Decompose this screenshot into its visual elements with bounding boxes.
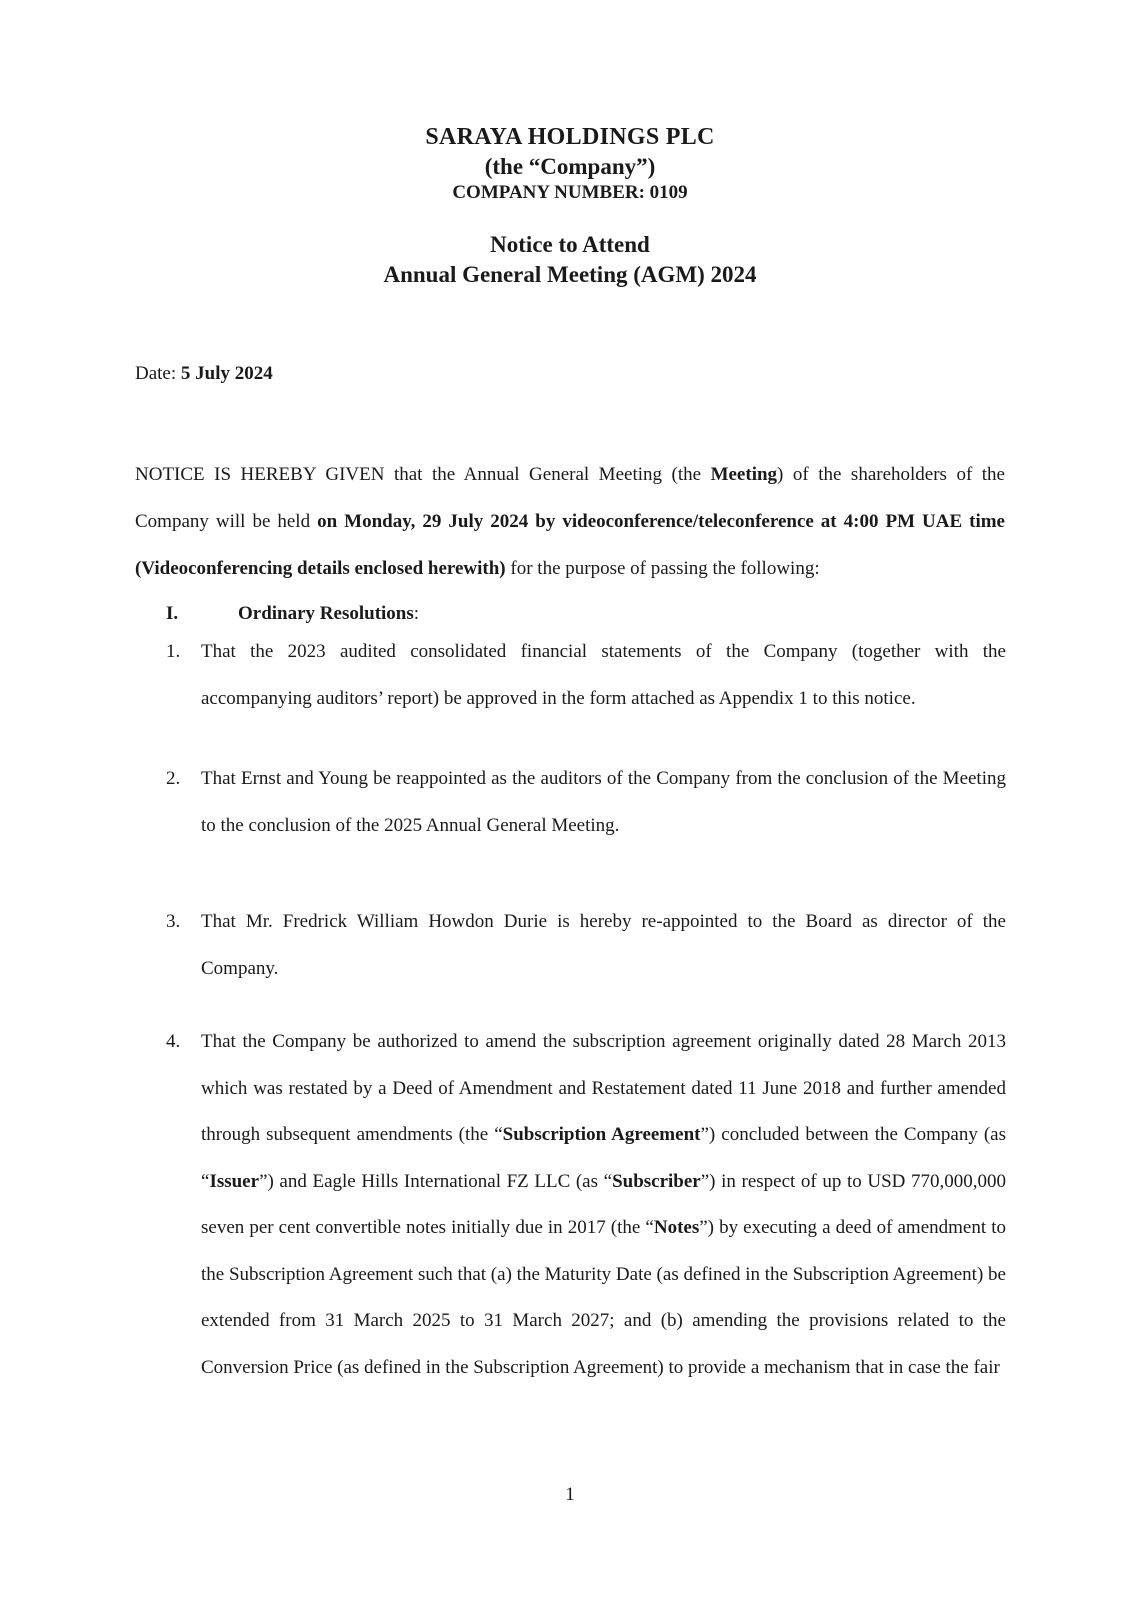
notice-title: Notice to Attend (490, 232, 650, 257)
term-notes: Notes (653, 1217, 700, 1238)
section-numeral: I. (166, 603, 179, 624)
resolution-number: 2. (166, 768, 181, 789)
intro-bold-date: on Monday, 29 July 2024 by videoconference/teleconference at 4:00 PM UAE time (Videoconferencing details enclosed herewith) (135, 511, 1005, 579)
term-issuer: Issuer (209, 1170, 260, 1192)
company-number: COMPANY NUMBER: 0109 (452, 182, 688, 203)
resolution-4-text-4: ”) in respect of up to USD 770,000,000 seven per cent convertible notes initially due in 2017 (the “ (201, 1170, 1006, 1238)
intro-text-3: for the purpose of passing the following: (505, 558, 820, 579)
resolution-2 (166, 756, 1006, 849)
intro-text-2: ) of the shareholders of the Company will be held (135, 464, 1005, 532)
resolution-1 (166, 629, 1006, 722)
resolution-3 (166, 899, 1006, 992)
resolution-text: That Mr. Fredrick William Howdon Durie is hereby re-appointed to the Board as director of the Company. (201, 911, 1006, 979)
meeting-title: Annual General Meeting (AGM) 2024 (383, 262, 757, 287)
resolution-4-text-3: ”) and Eagle Hills International FZ LLC (as “ (259, 1170, 613, 1192)
resolution-number: 1. (166, 641, 181, 662)
resolution-text (201, 1019, 1006, 1391)
notice-date (135, 363, 273, 385)
term-subscription-agreement: Subscription Agreement (502, 1124, 701, 1145)
resolution-4-text-2: ”) concluded between the Company (as “ (201, 1124, 1007, 1192)
resolution-4 (166, 1019, 1006, 1391)
date-label: Date: (135, 363, 181, 384)
resolution-text: That the 2023 audited consolidated financial statements of the Company (together with the accompanying auditors’ report) be approved in the form attached as Appendix 1 to this notice. (201, 641, 1006, 709)
intro-bold-meeting: Meeting (710, 464, 778, 485)
page-number: 1 (565, 1484, 575, 1505)
company-name: SARAYA HOLDINGS PLC (425, 124, 715, 150)
term-subscriber: Subscriber (612, 1170, 701, 1192)
resolution-number: 4. (166, 1031, 181, 1052)
date-value: 5 July 2024 (180, 363, 273, 384)
resolution-number: 3. (166, 911, 181, 932)
intro-text-1: NOTICE IS HEREBY GIVEN that the Annual General Meeting (the (135, 464, 711, 485)
company-definition: (the “Company”) (484, 154, 656, 179)
resolution-text: That Ernst and Young be reappointed as the auditors of the Company from the conclusion of the Meeting to the conclusion of the 2025 Annual General Meeting. (201, 768, 1006, 836)
section-heading (166, 602, 419, 626)
section-title: Ordinary Resolutions (238, 603, 414, 624)
resolution-4-text-5: ”) by executing a deed of amendment to the Subscription Agreement such that (a) the Maturity Date (as defined in the Subscription Agreement) be extended from 31 March 2025 to 31 March 2027; and (b) amending the provisions related to the Conversion Price (as defined in the Subscription Agreement) to provide a mechanism that in case the fair (201, 1217, 1006, 1378)
section-colon: : (413, 603, 420, 624)
resolution-4-text-1: That the Company be authorized to amend the subscription agreement originally dated 28 March 2013 which was restated by a Deed of Amendment and Restatement dated 11 June 2018 and further amended through subsequent amendments (the “ (201, 1031, 1006, 1145)
intro-paragraph (135, 451, 1005, 592)
